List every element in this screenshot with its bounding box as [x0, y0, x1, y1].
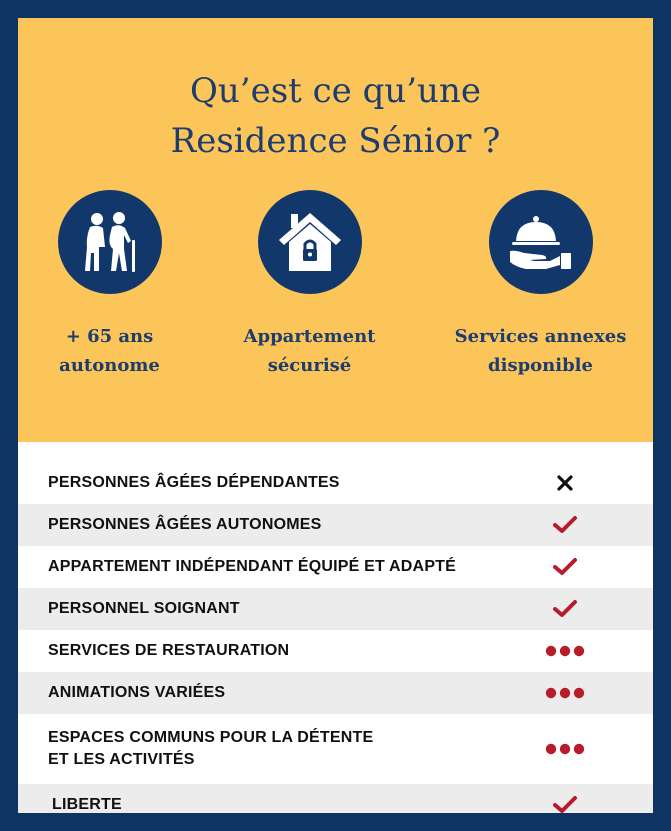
table-row [18, 672, 653, 714]
elderly-couple-icon [58, 190, 162, 294]
row-label: PERSONNES ÂGÉES DÉPENDANTES [48, 474, 340, 491]
dots-icon [540, 714, 590, 784]
feature-apartment [204, 190, 415, 380]
infographic-card [18, 18, 653, 813]
hero-section [18, 18, 653, 442]
check-icon [540, 546, 590, 588]
feature-age-label: + 65 ans autonome [59, 326, 160, 376]
serving-cloche-icon [489, 190, 593, 294]
table-row [18, 714, 653, 784]
feature-services-label: Services annexes disponible [454, 326, 627, 376]
table-row [18, 784, 653, 813]
check-icon [540, 588, 590, 630]
row-label: APPARTEMENT INDÉPENDANT ÉQUIPÉ ET ADAPTÉ [48, 558, 457, 575]
page-title [18, 66, 653, 166]
feature-apartment-label: Appartement sécurisé [243, 326, 376, 376]
dots-icon [540, 672, 590, 714]
table-row [18, 504, 653, 546]
table-row [18, 462, 653, 504]
title-line-2: Residence Sénior ? [170, 121, 501, 161]
secure-house-icon [258, 190, 362, 294]
check-icon [540, 504, 590, 546]
row-label: ESPACES COMMUNS POUR LA DÉTENTE ET LES ACTIVITÉS [48, 729, 374, 768]
feature-services [435, 190, 646, 380]
table-row [18, 546, 653, 588]
dots-icon [540, 630, 590, 672]
table-row [18, 630, 653, 672]
check-icon [540, 784, 590, 813]
row-label: ANIMATIONS VARIÉES [48, 684, 226, 701]
row-label: PERSONNEL SOIGNANT [48, 600, 240, 617]
title-line-1: Qu’est ce qu’une [190, 71, 481, 111]
feature-age [18, 190, 215, 380]
row-label: PERSONNES ÂGÉES AUTONOMES [48, 516, 322, 533]
row-label: LIBERTE [52, 796, 122, 813]
cross-icon [540, 462, 590, 504]
table-row [18, 588, 653, 630]
row-label: SERVICES DE RESTAURATION [48, 642, 290, 659]
comparison-table [18, 462, 653, 813]
